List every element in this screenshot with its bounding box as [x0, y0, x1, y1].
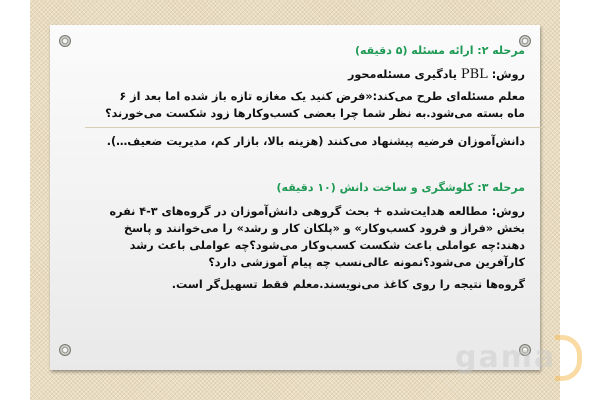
stage2-students: دانش‌آموزان فرضیه پیشنهاد می‌کنند (هزینه بالا، بازار کم، مدیریت ضعیف…). — [106, 135, 525, 148]
stage3-conclusion: گروه‌ها نتیجه را روی کاغذ می‌نویسند.معلم فقط تسهیل‌گر است. — [171, 278, 525, 291]
slide-content — [105, 42, 525, 298]
stage3-heading: مرحله ۳: کلوشگری و ساخت دانش (۱۰ دقیقه) — [276, 181, 525, 194]
method-prefix: روش: — [487, 68, 525, 81]
stage3-paragraph: روش: مطالعه هدایت‌شده + بحث گروهی دانش‌آموزان در گروه‌های ۳-۴ نفره بخش «فراز و فرود کسب‌وکار» و «پلکان کار و رشد» را می‌خوانند و پاسخ دهند:چه عواملی باعث شکست کسب‌وکار می‌شود؟چه عواملی باعث رشد کارآفرین می‌شود؟نمونه عالی‌نسب چه پیام آموزشی دارد؟ — [109, 205, 525, 269]
stage2-method — [105, 66, 525, 83]
separator-line — [85, 127, 545, 128]
method-latin: PBL — [460, 67, 488, 82]
grommet-icon — [59, 35, 71, 47]
stage2-paragraph: معلم مسئله‌ای طرح می‌کند:«فرض کنید یک مغازه تازه باز شده اما بعد از ۶ ماه بسته می‌شود.به نظر شما چرا بعضی کسب‌وکارها زود شکست می‌خورند؟ — [105, 90, 525, 120]
watermark-arc-icon — [555, 335, 582, 381]
grommet-icon — [59, 344, 71, 356]
method-suffix: یادگیری مسئله‌محور — [347, 68, 461, 81]
stage2-heading: مرحله ۲: ارائه مسئله (۵ دقیقه) — [354, 44, 525, 57]
watermark-logo: gama — [455, 340, 557, 375]
